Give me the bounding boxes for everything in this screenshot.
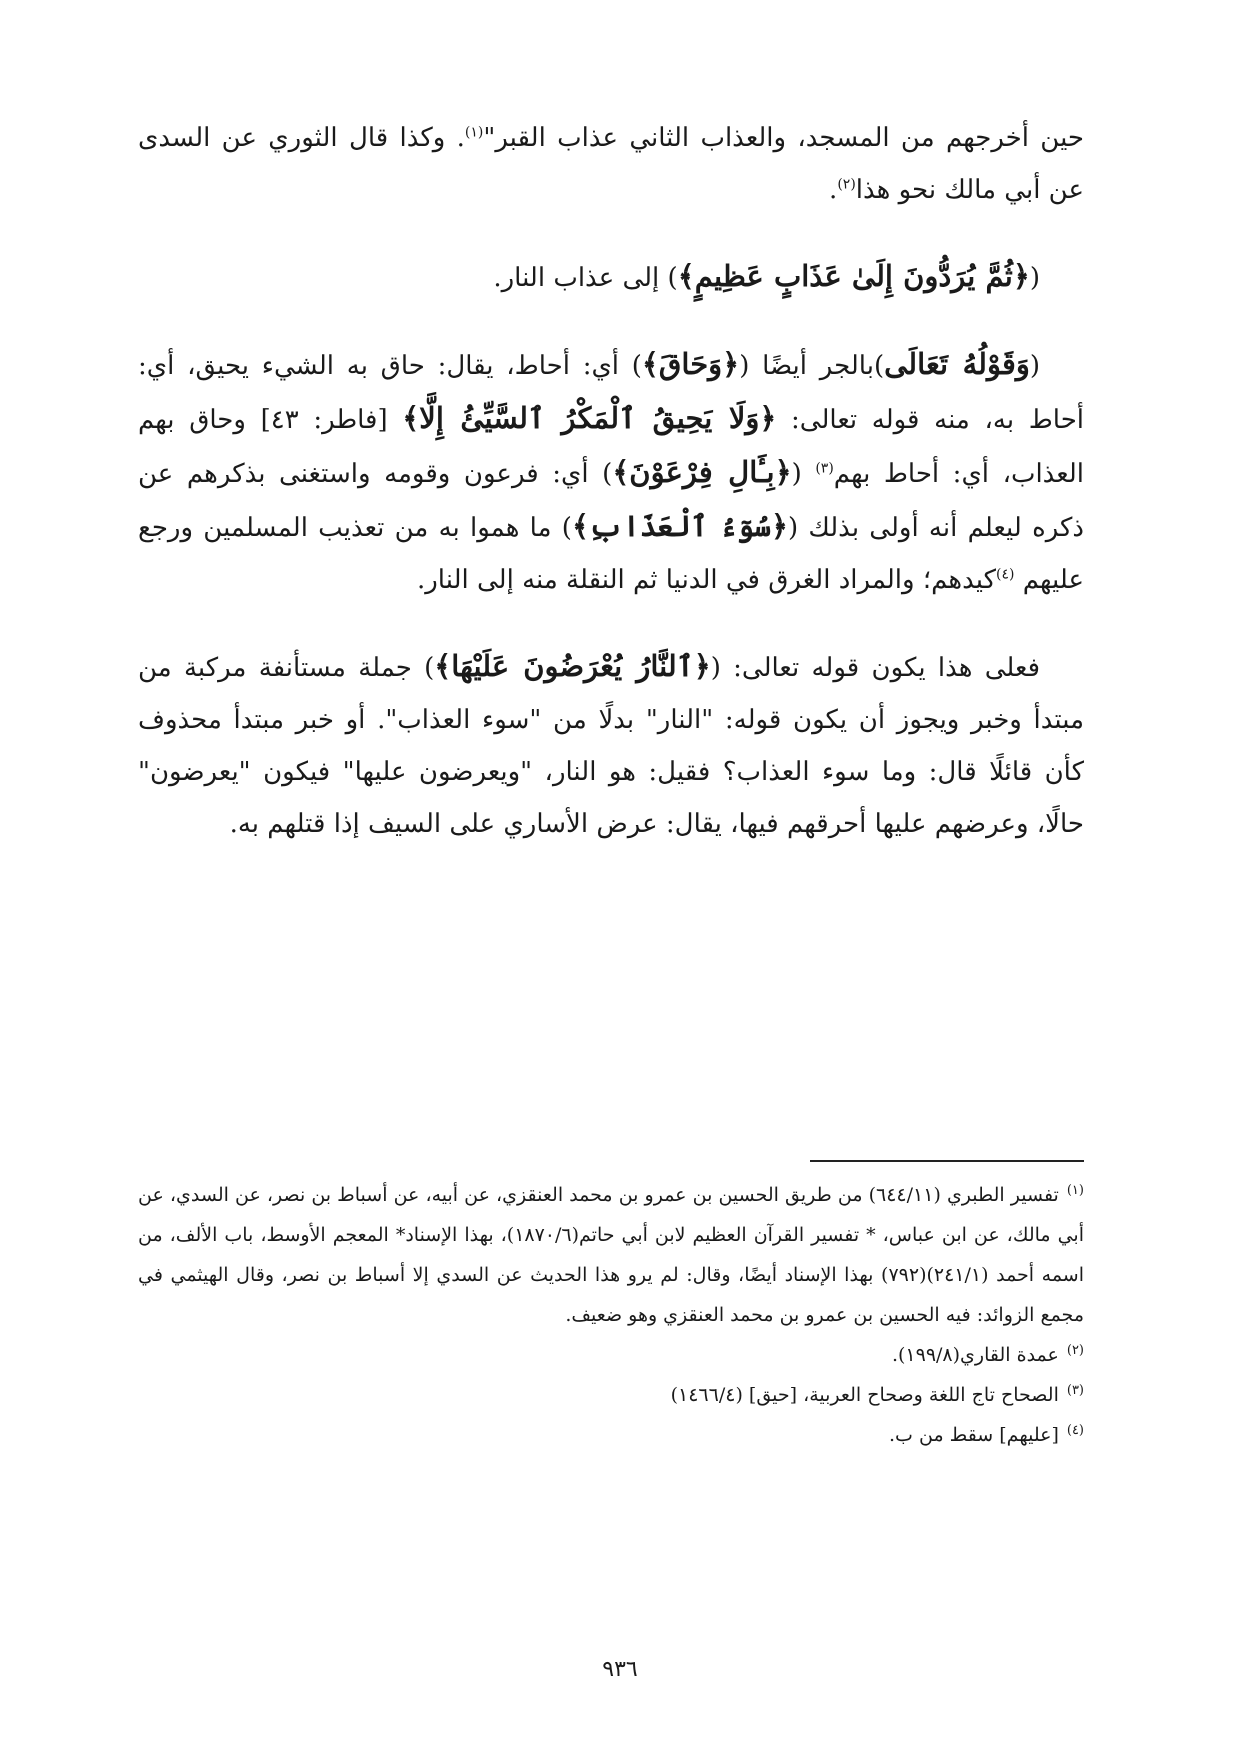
quran-verse: ﴿سُوٓءُ ٱلْعَذَابِ﴾ [571,509,788,543]
footnote-text: عمدة القاري(١٩٩/٨). [891,1344,1059,1366]
footnote-number: (٣) [1066,1382,1084,1398]
text: ) أي: أحاط، يقال: حاق به الشيء يحيق، أي: أحاط به، منه قوله تعالى: [138,351,1085,435]
text: . [829,175,838,205]
ornate-bracket-close-icon: ﴾ [677,259,695,293]
footnote-2 [138,1335,1084,1375]
text: ) ما هموا به من تعذيب المسلمين ورجع عليهم [138,513,1084,595]
text: . وكذا قال الثوري عن السدى عن أبي مالك نحو هذا [138,123,1084,205]
footnote-ref-1: (١) [464,124,484,141]
keyword-bold: وَقَوْلُهُ تَعَالَى [884,347,1030,381]
footnote-number: (٢) [1066,1342,1084,1358]
text: ) جملة مستأنفة مركبة من مبتدأ وخبر ويجوز أن يكون قوله: "النار" بدلًا من "سوء العذاب". أو خبر مبتدأ محذوف كأن قائلًا قال: وما سوء العذاب؟ فقيل: هو النار، "ويعرضون عليها" فيكون "يعرضون" حالًا، وعرضهم عليها أحرقهم فيها، يقال: عرض الأساري على السيف إذا قتلهم به. [138,653,1084,839]
footnote-ref-4: (٤) [996,566,1015,583]
page-number: ٩٣٦ [602,1657,638,1682]
footnote-text: الصحاح تاج اللغة وصحاح العربية، [حيق] (١٤٦٦/٤) [670,1384,1059,1406]
quran-verse: ﴿وَحَاقَ﴾ [641,347,740,381]
footnote-1 [138,1175,1084,1335]
quran-verse: ﴿بِـَٔالِ فِرْعَوْنَ﴾ [612,455,792,489]
footnote-number: (٤) [1066,1422,1084,1438]
text: فعلى هذا يكون قوله تعالى: ( [710,653,1040,683]
verse-text: ثُمَّ يُرَدُّونَ إِلَىٰ عَذَابٍ عَظِيمٍ [694,259,1013,293]
footnote-text: تفسير الطبري (٦٤٤/١١) من طريق الحسين بن عمرو بن محمد العنقزي، عن أبيه، عن أسباط بن نصر، عن السدي، عن أبي مالك، عن ابن عباس، * تفسير القرآن العظيم لابن أبي حاتم(١٨٧٠/٦)، بهذا الإسناد* المعجم الأوسط، باب الألف، من اسمه أحمد (٢٤١/١)(٧٩٢) بهذا الإسناد أيضًا، وقال: لم يرو هذا الحديث عن السدي إلا أسباط بن نصر، وقال الهيثمي في مجمع الزوائد: فيه الحسين بن عمرو بن محمد العنقزي وهو ضعيف. [138,1184,1085,1326]
footnote-ref-3: (٣) [815,460,834,477]
paragraph-4 [138,640,1084,850]
quran-verse: ﴿ٱلنَّارُ يُعْرَضُونَ عَلَيْهَا﴾ [434,649,711,683]
paragraph-3 [138,338,1084,606]
text: ( [1029,351,1040,381]
text: ) إلى عذاب النار. [493,263,678,293]
text: كيدهم؛ والمراد الغرق في الدنيا ثم النقلة منه إلى النار. [416,565,996,595]
paragraph-1 [138,112,1084,216]
footnote-number: (١) [1066,1182,1084,1198]
paragraph-2 [138,250,1084,304]
footnote-text: [عليهم] سقط من ب. [889,1424,1059,1446]
footnote-4 [138,1415,1084,1455]
quran-verse: ﴿وَلَا يَحِيقُ ٱلْمَكْرُ ٱلسَّيِّئُ إِلَّا﴾ [402,401,777,435]
ornate-bracket-open-icon: ﴿ [1012,259,1030,293]
footnote-separator [810,1160,1084,1162]
text: ( [1029,263,1040,293]
quran-verse [678,259,1030,293]
text: حين أخرجهم من المسجد، والعذاب الثاني عذاب القبر" [483,123,1084,153]
text: ( [791,459,816,489]
text: )بالجر أيضًا ( [739,351,885,381]
text: [فاطر: ٤٣] وحاق بهم العذاب، أي: أحاط بهم [138,405,1084,489]
text: ) أي: فرعون وقومه واستغنى بذكرهم عن ذكره ليعلم أنه أولى بذلك ( [138,459,1084,543]
footnote-ref-2: (٢) [837,176,856,193]
main-text [138,112,1084,884]
footnote-3 [138,1375,1084,1415]
footnotes [138,1175,1084,1455]
